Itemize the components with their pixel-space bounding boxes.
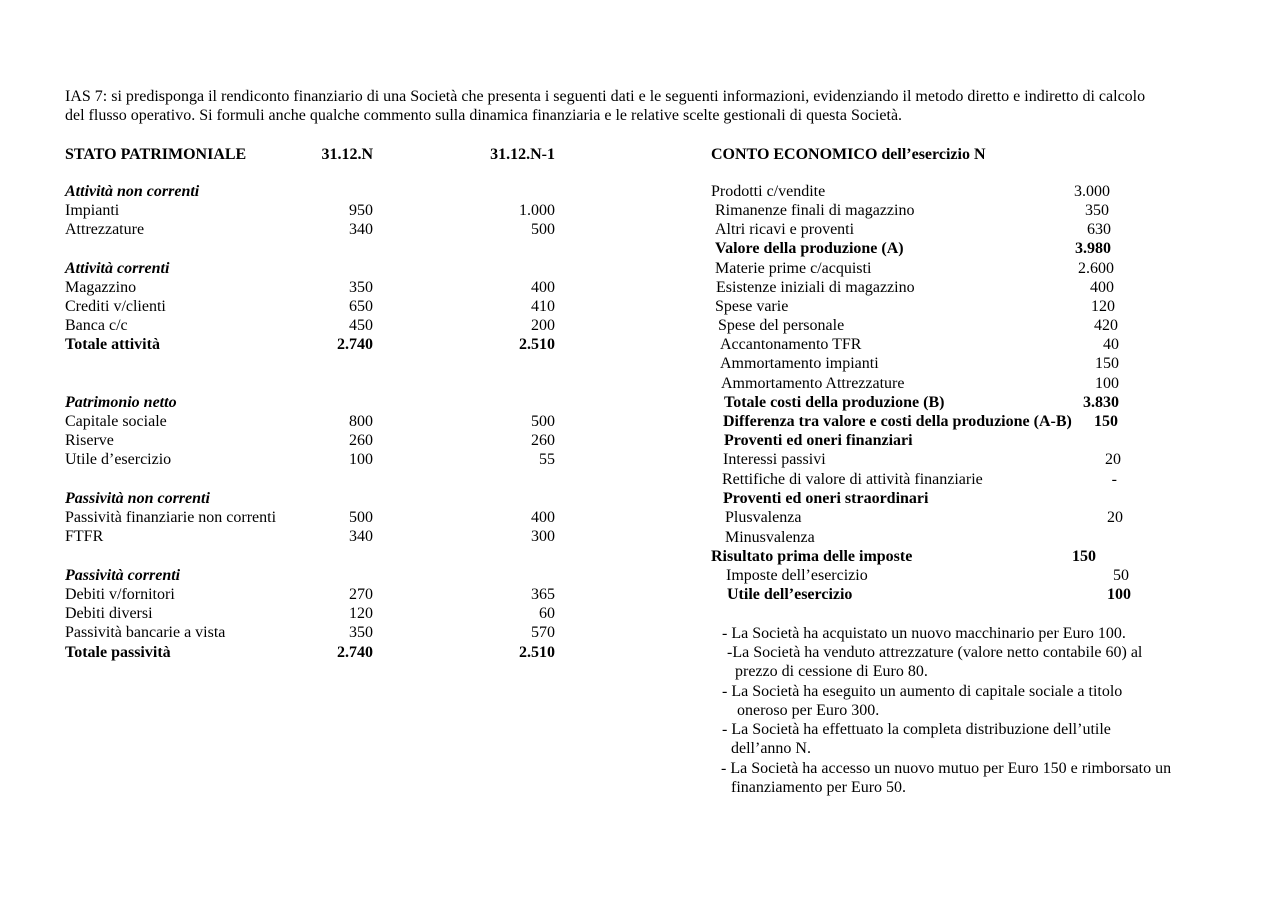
balance-value-current: 340 (349, 528, 373, 545)
income-row-value: 3.980 (1075, 240, 1111, 257)
intro-line: IAS 7: si predisponga il rendiconto finanziario di una Società che presenta i seguenti dati e le seguenti informazioni, evidenziando il metodo diretto e indiretto di calcolo (65, 88, 1146, 105)
balance-value-current: 120 (349, 605, 373, 622)
balance-row-label: Magazzino (65, 279, 137, 296)
note-line: - La Società ha acquistato un nuovo macchinario per Euro 100. (722, 625, 1126, 642)
income-row-label: Interessi passivi (723, 451, 826, 468)
conto-economico-title: CONTO ECONOMICO dell’esercizio N (711, 146, 986, 163)
note-line: - La Società ha eseguito un aumento di capitale sociale a titolo (722, 683, 1123, 700)
balance-value-current: 950 (349, 202, 373, 219)
column-header-previous: 31.12.N-1 (490, 146, 555, 163)
balance-value-previous: 365 (531, 586, 555, 603)
income-row-label: Rimanenze finali di magazzino (715, 202, 915, 219)
note-line: finanziamento per Euro 50. (731, 779, 907, 796)
income-row-value: 120 (1091, 298, 1115, 315)
balance-row-label: Passività correnti (65, 567, 181, 584)
balance-value-current: 350 (349, 279, 373, 296)
income-row-label: Esistenze iniziali di magazzino (716, 279, 915, 296)
column-header-current: 31.12.N (321, 146, 373, 163)
balance-value-current: 350 (349, 624, 373, 641)
balance-value-previous: 1.000 (519, 202, 555, 219)
income-row-value: 50 (1113, 567, 1129, 584)
income-row-label: Proventi ed oneri straordinari (723, 490, 929, 507)
balance-value-previous: 570 (531, 624, 555, 641)
income-row-label: Accantonamento TFR (720, 336, 862, 353)
income-row-label: Proventi ed oneri finanziari (724, 432, 913, 449)
balance-value-current: 2.740 (337, 644, 373, 661)
income-row-label: Ammortamento Attrezzature (721, 375, 905, 392)
balance-row-label: Crediti v/clienti (65, 298, 166, 315)
income-row-label: Totale costi della produzione (B) (724, 394, 945, 411)
income-row-value: 350 (1085, 202, 1109, 219)
income-row-value: 150 (1095, 355, 1119, 372)
income-row-value: 630 (1087, 221, 1111, 238)
balance-value-previous: 410 (531, 298, 555, 315)
balance-value-previous: 400 (531, 509, 555, 526)
income-row-label: Spese del personale (718, 317, 845, 334)
note-line: oneroso per Euro 300. (737, 702, 880, 719)
income-row-label: Minusvalenza (725, 529, 815, 546)
income-row-label: Plusvalenza (725, 509, 802, 526)
income-row-value: 20 (1107, 509, 1123, 526)
income-row-label: Materie prime c/acquisti (715, 260, 872, 277)
income-row-label: Rettifiche di valore di attività finanziarie (722, 471, 983, 488)
balance-value-previous: 260 (531, 432, 555, 449)
balance-row-label: Passività finanziarie non correnti (65, 509, 277, 526)
income-row-label: Risultato prima delle imposte (711, 548, 913, 565)
balance-value-previous: 300 (531, 528, 555, 545)
income-row-label: Ammortamento impianti (720, 355, 879, 372)
income-row-label: Altri ricavi e proventi (715, 221, 855, 238)
balance-row-label: Impianti (65, 202, 120, 219)
income-row-value: 100 (1107, 586, 1131, 603)
balance-value-current: 260 (349, 432, 373, 449)
balance-row-label: Capitale sociale (65, 413, 167, 430)
income-row-value: - (1111, 471, 1117, 488)
balance-value-previous: 500 (531, 413, 555, 430)
income-row-value: 150 (1072, 548, 1096, 565)
balance-value-previous: 60 (539, 605, 555, 622)
intro-line: del flusso operativo. Si formuli anche qualche commento sulla dinamica finanziaria e le relative scelte gestionali di questa Società. (65, 107, 903, 124)
income-row-label: Imposte dell’esercizio (726, 567, 868, 584)
income-row-label: Prodotti c/vendite (711, 183, 826, 200)
income-row-value: 40 (1103, 336, 1119, 353)
income-row-value: 150 (1094, 413, 1118, 430)
income-row-label: Differenza tra valore e costi della produzione (A-B) (723, 413, 1072, 430)
balance-row-label: Totale attività (65, 336, 160, 353)
balance-row-label: Attrezzature (65, 221, 145, 238)
note-line: - La Società ha effettuato la completa distribuzione dell’utile (722, 721, 1111, 738)
balance-value-current: 450 (349, 317, 373, 334)
balance-value-current: 650 (349, 298, 373, 315)
balance-row-label: Attività non correnti (65, 183, 200, 200)
income-row-value: 100 (1095, 375, 1119, 392)
income-row-label: Utile dell’esercizio (727, 586, 853, 603)
note-line: prezzo di cessione di Euro 80. (735, 663, 928, 680)
balance-value-current: 270 (349, 586, 373, 603)
balance-row-label: Utile d’esercizio (65, 451, 172, 468)
income-row-value: 3.000 (1074, 183, 1110, 200)
balance-value-previous: 2.510 (519, 336, 555, 353)
income-row-value: 420 (1094, 317, 1118, 334)
balance-row-label: Passività non correnti (65, 490, 210, 507)
note-line: - La Società ha accesso un nuovo mutuo per Euro 150 e rimborsato un (721, 760, 1172, 777)
note-line: dell’anno N. (731, 740, 811, 757)
balance-value-current: 500 (349, 509, 373, 526)
balance-row-label: Patrimonio netto (65, 394, 177, 411)
balance-row-label: Debiti diversi (65, 605, 153, 622)
balance-value-current: 100 (349, 451, 373, 468)
balance-row-label: Totale passività (65, 644, 171, 661)
income-row-value: 2.600 (1078, 260, 1114, 277)
balance-row-label: Riserve (65, 432, 114, 449)
balance-value-previous: 55 (539, 451, 555, 468)
balance-row-label: FTFR (65, 528, 104, 545)
balance-value-current: 2.740 (337, 336, 373, 353)
stato-patrimoniale-title: STATO PATRIMONIALE (65, 146, 247, 163)
balance-row-label: Passività bancarie a vista (65, 624, 226, 641)
balance-row-label: Debiti v/fornitori (65, 586, 175, 603)
balance-value-previous: 2.510 (519, 644, 555, 661)
income-row-value: 3.830 (1083, 394, 1119, 411)
balance-row-label: Attività correnti (65, 260, 170, 277)
balance-value-previous: 400 (531, 279, 555, 296)
note-line: -La Società ha venduto attrezzature (valore netto contabile 60) al (727, 644, 1143, 661)
balance-value-current: 800 (349, 413, 373, 430)
income-row-value: 20 (1105, 451, 1121, 468)
balance-value-previous: 500 (531, 221, 555, 238)
income-row-value: 400 (1090, 279, 1114, 296)
balance-value-current: 340 (349, 221, 373, 238)
balance-value-previous: 200 (531, 317, 555, 334)
income-row-label: Spese varie (715, 298, 789, 315)
income-row-label: Valore della produzione (A) (715, 240, 904, 257)
balance-row-label: Banca c/c (65, 317, 128, 334)
